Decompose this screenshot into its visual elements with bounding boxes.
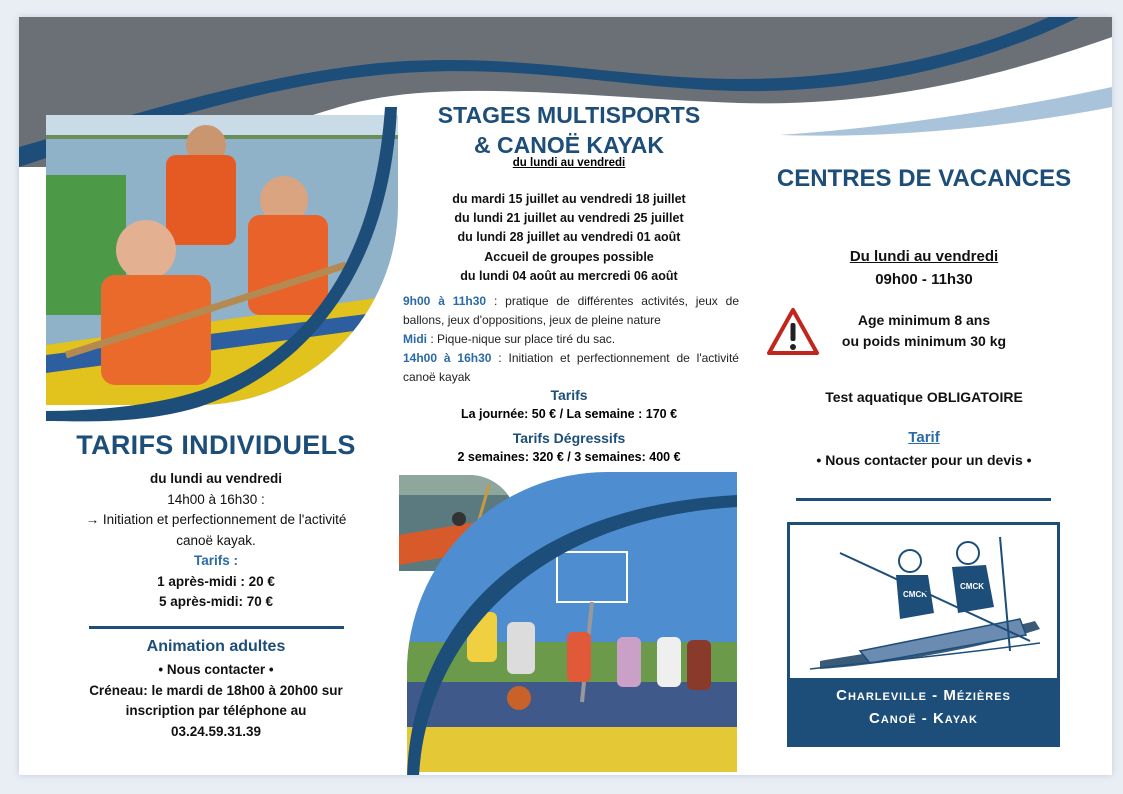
individuels-tarifs-label: Tarifs :	[193, 553, 238, 568]
stages-tarifs-text: La journée: 50 € / La semaine : 170 €	[460, 407, 678, 421]
adultes-title: Animation adultes	[146, 638, 286, 655]
stages-tarifs-title: Tarifs	[550, 387, 588, 403]
afternoon-text: : Initiation et perfectionnement de l'activité canoë kayak	[403, 351, 739, 384]
individuels-desc-line2: canoë kayak.	[176, 532, 256, 548]
stages-title-line1: STAGES MULTISPORTS	[437, 102, 701, 128]
adultes-section	[49, 638, 383, 742]
left-divider	[89, 626, 344, 629]
degressifs-text: 2 semaines: 320 € / 3 semaines: 400 €	[457, 450, 681, 464]
morning-text: : pratique de différentes activités, jeux de ballons, jeux d'oppositions, jeux de pleine nature	[403, 294, 739, 327]
warning-triangle-icon	[766, 307, 820, 357]
kayakers-logo-drawing	[800, 531, 1050, 681]
stage-date-4: du lundi 04 août au mercredi 06 août	[460, 268, 678, 283]
test-aquatique: Test aquatique OBLIGATOIRE	[825, 389, 1023, 405]
stages-tarifs	[399, 387, 739, 464]
stages-header	[399, 99, 739, 169]
noon-label: Midi	[403, 332, 427, 346]
photo-frame-swoosh	[19, 107, 411, 427]
bib-text-2: CMCK	[960, 582, 984, 591]
individuels-price-5: 5 après-midi: 70 €	[158, 594, 274, 609]
stages-program	[403, 292, 739, 387]
individuels-days: du lundi au vendredi	[149, 471, 282, 486]
logo-banner	[790, 678, 1057, 744]
basketball-frame-swoosh	[399, 467, 744, 775]
individuels-price-1: 1 après-midi : 20 €	[157, 573, 275, 589]
program-noon	[403, 330, 739, 349]
centres-hours: 09h00 - 11h30	[875, 271, 973, 288]
morning-time: 9h00 à 11h30	[403, 294, 487, 308]
stage-date-1: du mardi 15 juillet au vendredi 18 juillet	[452, 192, 686, 206]
adultes-line2: inscription par téléphone au	[125, 703, 307, 718]
right-divider	[796, 498, 1051, 501]
afternoon-time: 14h00 à 16h30	[403, 351, 492, 365]
program-afternoon	[403, 349, 739, 387]
program-morning	[403, 292, 739, 330]
groups-notice: Accueil de groupes possible	[484, 249, 654, 264]
centres-tarif-text: • Nous contacter pour un devis •	[816, 452, 1032, 468]
flyer-page	[19, 17, 1112, 775]
club-logo	[787, 522, 1060, 747]
centres-days: Du lundi au vendredi	[849, 248, 999, 265]
stage-date-3: du lundi 28 juillet au vendredi 01 août	[457, 230, 681, 245]
centres-tarif-title: Tarif	[908, 429, 940, 446]
age-line2: ou poids minimum 30 kg	[841, 333, 1007, 349]
adultes-line1: Créneau: le mardi de 18h00 à 20h00 sur	[89, 682, 343, 698]
logo-line2: Canoë - Kayak	[869, 710, 978, 727]
centres-schedule	[789, 245, 1059, 291]
individuels-section	[49, 430, 383, 613]
individuels-title: TARIFS INDIVIDUELS	[76, 430, 356, 460]
bib-text-1: CMCK	[903, 590, 927, 599]
centres-tarif	[759, 429, 1089, 468]
stages-subtitle: du lundi au vendredi	[512, 157, 626, 169]
age-line1: Age minimum 8 ans	[857, 312, 991, 328]
adultes-contact: • Nous contacter •	[158, 662, 274, 677]
stages-title-line2: & CANOË KAYAK	[473, 132, 664, 158]
adultes-phone: 03.24.59.31.39	[170, 723, 262, 739]
individuels-hours: 14h00 à 16h30 :	[167, 491, 265, 507]
age-requirement	[814, 310, 1034, 352]
stage-date-2: du lundi 21 juillet au vendredi 25 juillet	[454, 211, 684, 226]
degressifs-title: Tarifs Dégressifs	[512, 430, 626, 446]
logo-line1: Charleville - Mézières	[836, 687, 1011, 704]
noon-text: : Pique-nique sur place tiré du sac.	[427, 332, 616, 346]
stages-dates	[399, 190, 739, 286]
individuels-desc-line1: → Initiation et perfectionnement de l'activité	[85, 512, 347, 527]
centres-title: CENTRES DE VACANCES	[776, 165, 1072, 192]
